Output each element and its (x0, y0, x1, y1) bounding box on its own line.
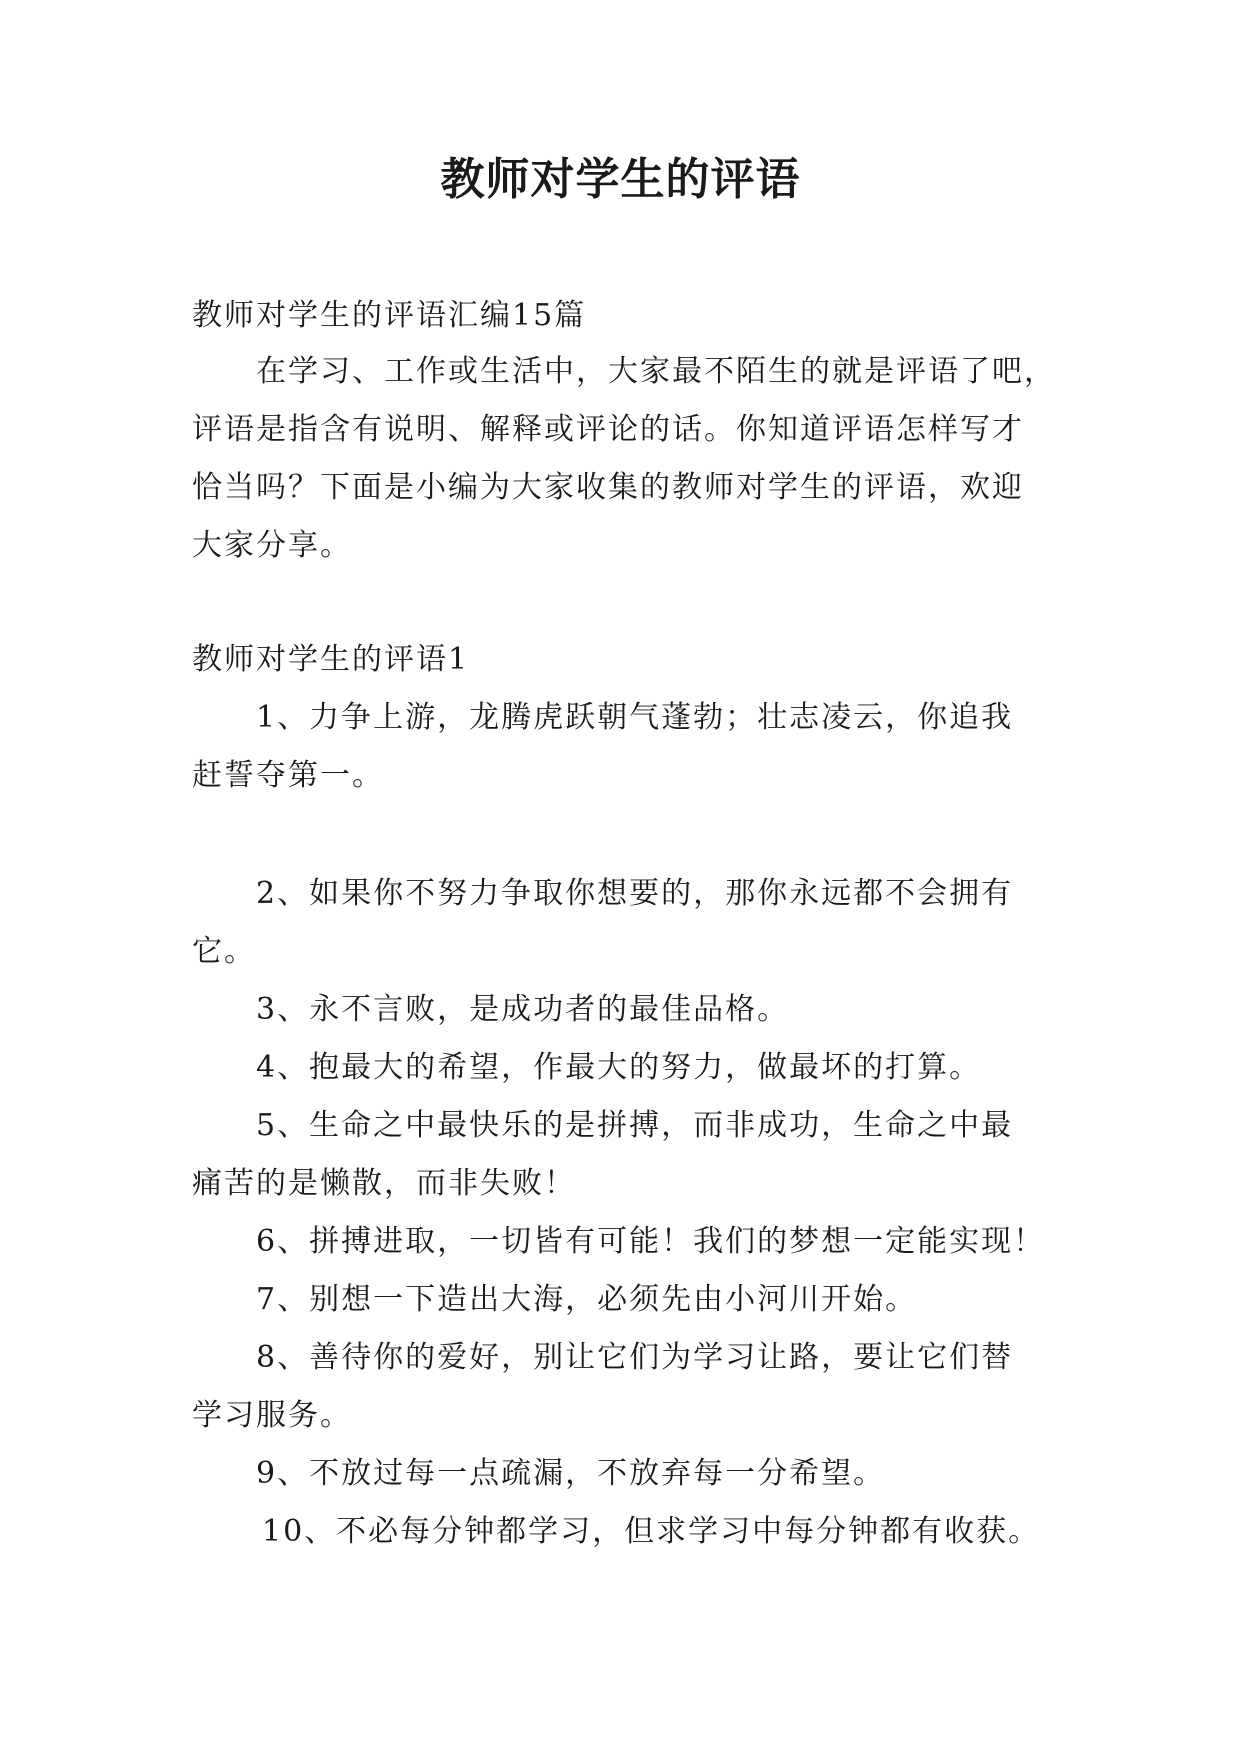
intro-paragraph-line-1: 在学习、工作或生活中，大家最不陌生的就是评语了吧， (256, 354, 1056, 389)
list-item-1-line-1: 1、力争上游，龙腾虎跃朝气蓬勃；壮志凌云，你追我 (256, 700, 1014, 735)
intro-paragraph-line-2: 评语是指含有说明、解释或评论的话。你知道评语怎样写才 (192, 412, 1024, 447)
list-item-4: 4、抱最大的希望，作最大的努力，做最坏的打算。 (256, 1050, 982, 1085)
list-item-9: 9、不放过每一点疏漏，不放弃每一分希望。 (256, 1456, 886, 1491)
list-item-1-line-2: 赶誓夺第一。 (192, 758, 384, 793)
list-item-5-line-2: 痛苦的是懒散，而非失败！ (192, 1166, 576, 1201)
list-item-2-line-2: 它。 (192, 934, 256, 969)
list-item-5-line-1: 5、生命之中最快乐的是拼搏，而非成功，生命之中最 (256, 1108, 1014, 1143)
section-heading: 教师对学生的评语1 (192, 642, 470, 677)
list-item-8-line-1: 8、善待你的爱好，别让它们为学习让路，要让它们替 (256, 1340, 1014, 1375)
list-item-6: 6、拼搏进取，一切皆有可能！我们的梦想一定能实现！ (256, 1224, 1046, 1259)
subtitle-line: 教师对学生的评语汇编15篇 (192, 298, 587, 333)
list-item-2-line-1: 2、如果你不努力争取你想要的，那你永远都不会拥有 (256, 876, 1014, 911)
list-item-8-line-2: 学习服务。 (192, 1398, 352, 1433)
list-item-3: 3、永不言败，是成功者的最佳品格。 (256, 992, 790, 1027)
document-title: 教师对学生的评语 (440, 154, 801, 205)
list-item-7: 7、别想一下造出大海，必须先由小河川开始。 (256, 1282, 918, 1317)
intro-paragraph-line-3: 恰当吗？下面是小编为大家收集的教师对学生的评语，欢迎 (192, 470, 1024, 505)
intro-paragraph-line-4: 大家分享。 (192, 528, 352, 563)
list-item-10: 10、不必每分钟都学习，但求学习中每分钟都有收获。 (262, 1514, 1041, 1549)
